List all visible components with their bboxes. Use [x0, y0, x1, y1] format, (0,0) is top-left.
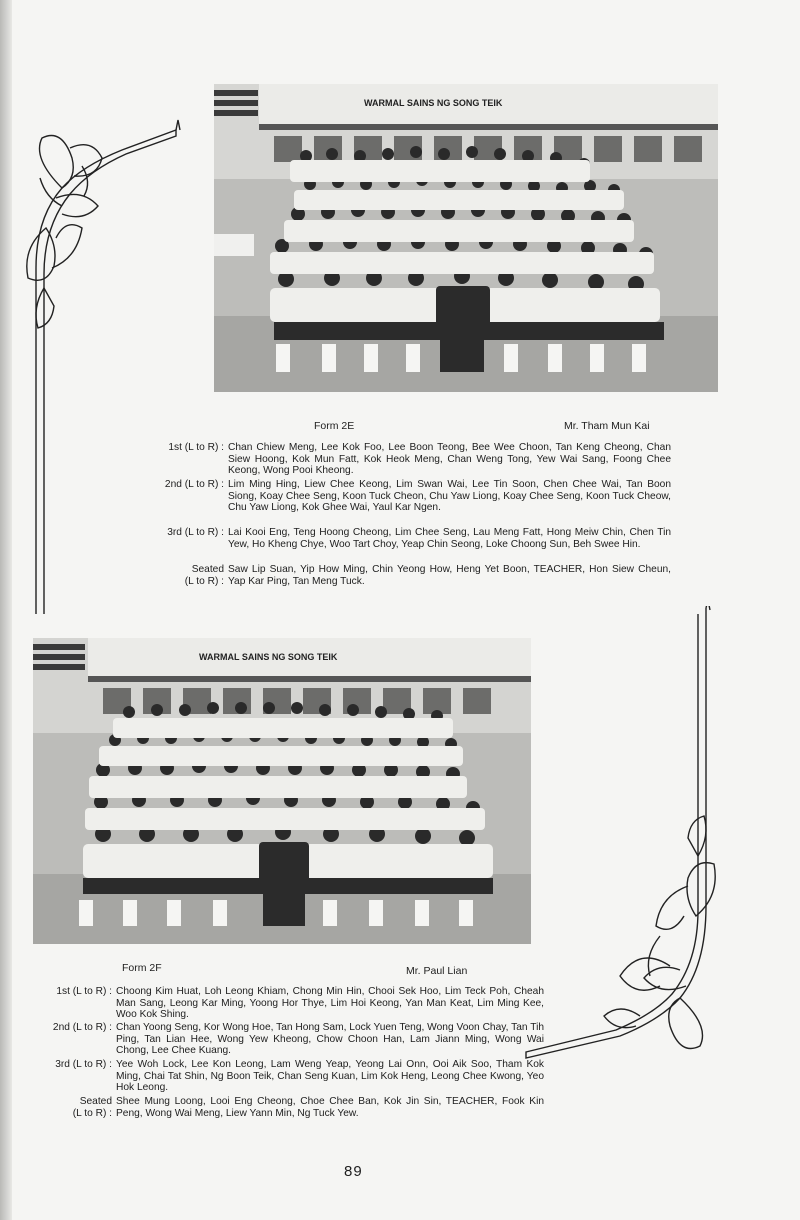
row-names: Choong Kim Huat, Loh Leong Khiam, Chong Min Hin, Chooi Sek Hoo, Lim Teck Poh, Cheah Man Sang, Leong Kar Ming, Yoong Hor Thye, Lim Hoi Keong, Yan Man Keat, Lim Ming Kee, Woo Kok Shing. — [116, 986, 544, 1021]
names-row-2f-seated — [36, 1096, 544, 1119]
names-row-2e-1st — [140, 442, 671, 477]
row-label: 1st (L to R) : — [168, 442, 224, 453]
row-label: Seated (L to R) : — [184, 564, 224, 587]
row-names: Saw Lip Suan, Yip How Ming, Chin Yeong How, Heng Yet Boon, TEACHER, Hon Siew Cheun, Yap Kar Ping, Tan Meng Tuck. — [228, 564, 671, 587]
row-label: 3rd (L to R) : — [55, 1059, 112, 1070]
page-gutter-shadow — [0, 0, 12, 1220]
names-row-2e-3rd — [140, 527, 671, 550]
row-label: 2nd (L to R) : — [164, 479, 224, 490]
row-names: Shee Mung Loong, Looi Eng Cheong, Choe Chee Ban, Kok Jin Sin, TEACHER, Fook Kin Peng, Wong Wai Meng, Liew Yann Min, Ng Tuck Yew. — [116, 1096, 544, 1119]
names-row-2e-2nd — [140, 479, 671, 514]
form-title-2f: Form 2F — [122, 962, 162, 974]
row-label: 1st (L to R) : — [56, 986, 112, 997]
banner-text: WARMAL SAINS NG SONG TEIK — [364, 98, 503, 108]
names-row-2f-1st — [36, 986, 544, 1021]
row-label: Seated (L to R) : — [72, 1096, 112, 1119]
class-group-photo-2e — [214, 84, 718, 392]
banner-text: WARMAL SAINS NG SONG TEIK — [199, 652, 338, 662]
names-row-2f-3rd — [36, 1059, 544, 1094]
row-names: Chan Chiew Meng, Lee Kok Foo, Lee Boon Teong, Bee Wee Choon, Tan Keng Cheong, Chan Siew Hoong, Kok Mun Fatt, Kok Heok Meng, Chan Weng Tong, Yew Wai Sang, Foong Chee Keong, Wong Pooi Kheong. — [228, 442, 671, 477]
row-names: Lai Kooi Eng, Teng Hoong Cheong, Lim Chee Seng, Lau Meng Fatt, Hong Meiw Chin, Chen Tin Yew, Ho Kheng Chye, Woo Tart Choy, Yeap Chin Seong, Loke Choong Sun, Beh Swee Hin. — [228, 527, 671, 550]
names-row-2f-2nd — [36, 1022, 544, 1057]
names-row-2e-seated — [140, 564, 671, 587]
row-names: Yee Woh Lock, Lee Kon Leong, Lam Weng Yeap, Yeong Lai Onn, Ooi Aik Soo, Tham Kok Ming, Chai Tat Shin, Ng Boon Teik, Chan Seng Kuan, Lim Kok Heng, Leong Chee Kwong, Yeo Hok Leong. — [116, 1059, 544, 1094]
page-number: 89 — [344, 1163, 363, 1180]
class-group-photo-2f — [33, 638, 531, 944]
form-teacher-2e: Mr. Tham Mun Kai — [564, 420, 650, 432]
form-teacher-2f: Mr. Paul Lian — [406, 965, 468, 977]
row-names: Lim Ming Hing, Liew Chee Keong, Lim Swan Wai, Lee Tin Soon, Chen Chee Wai, Tan Boon Siong, Koay Chee Seng, Koon Tuck Cheon, Chu Yaw Liong, Koay Chee Seng, Koon Tuck Cheow, Chu Yaw Liong, Kok Ghee Wai, Yaul Kar Ngen. — [228, 479, 671, 514]
row-names: Chan Yoong Seng, Kor Wong Hoe, Tan Hong Sam, Lock Yuen Teng, Wong Voon Chay, Tan Tih Ping, Tan Lian Hee, Wong Yew Kheong, Chow Choon Han, Lam Jiann Ming, Wong Wai Chong, Lee Chee Kuang. — [116, 1022, 544, 1057]
row-label: 2nd (L to R) : — [52, 1022, 112, 1033]
form-title-2e: Form 2E — [314, 420, 355, 432]
row-label: 3rd (L to R) : — [167, 527, 224, 538]
floral-corner-ornament-icon — [520, 606, 720, 1066]
